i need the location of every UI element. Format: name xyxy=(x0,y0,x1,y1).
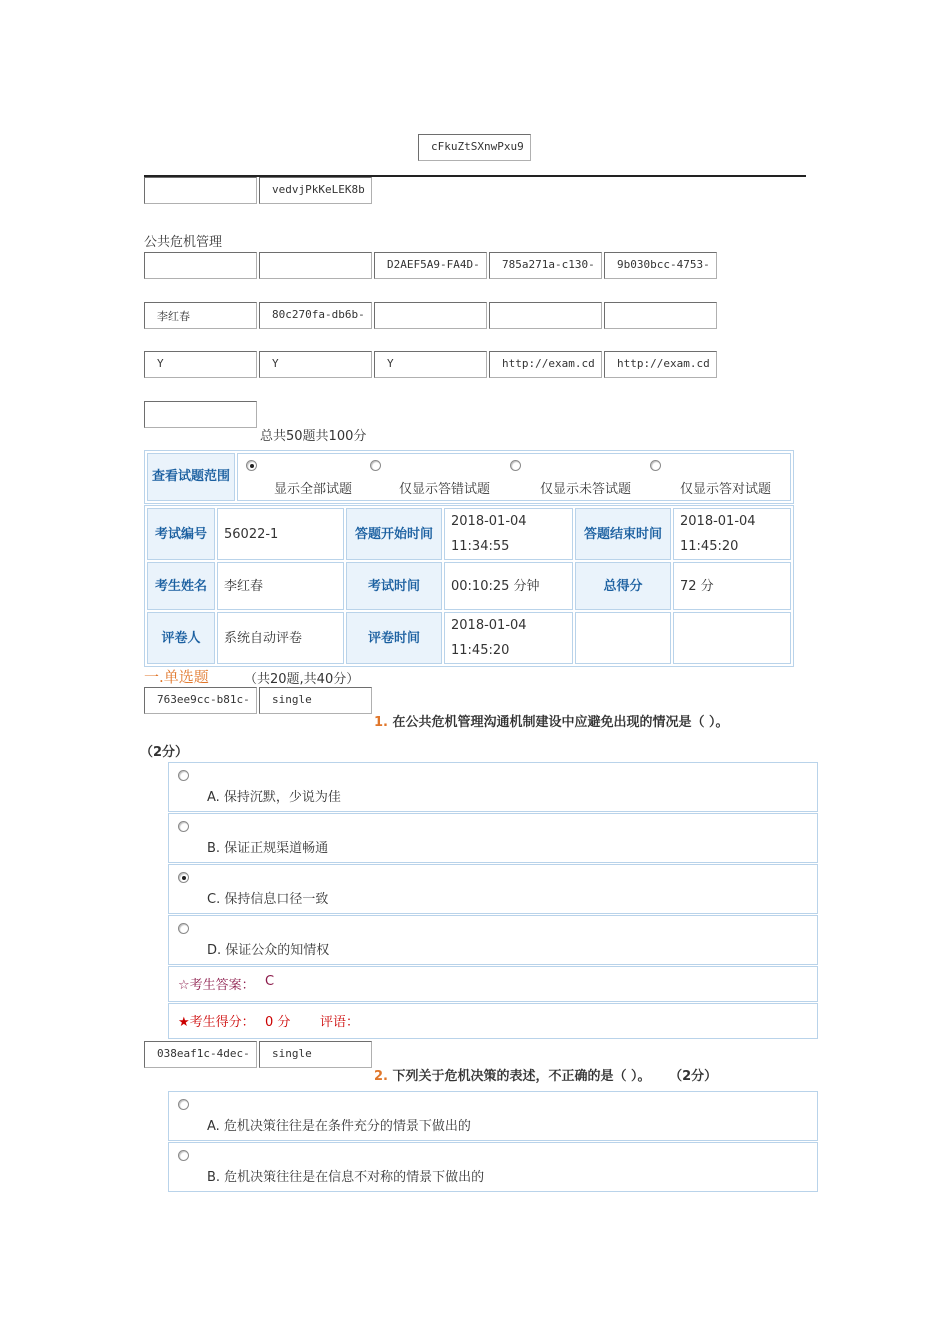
q1-answer-box xyxy=(168,966,818,1002)
q1-option-c[interactable] xyxy=(168,864,818,914)
field-r4-5[interactable]: http://exam.cd xyxy=(604,351,717,378)
q2-id-field[interactable]: 038eaf1c-4dec- xyxy=(144,1041,257,1068)
q1-radio-a[interactable] xyxy=(178,770,189,781)
q1-option-c-label: C. 保持信息口径一致 xyxy=(207,892,329,907)
q1-option-b-label: B. 保证正规渠道畅通 xyxy=(207,841,329,856)
range-radio-all[interactable] xyxy=(246,460,257,471)
range-radio-correct[interactable] xyxy=(650,460,661,471)
q1-text: 在公共危机管理沟通机制建设中应避免出现的情况是（ ）。 xyxy=(392,715,729,730)
section-title: 一.单选题 xyxy=(144,668,209,686)
q1-id-field[interactable]: 763ee9cc-b81c- xyxy=(144,687,257,714)
range-option-all[interactable]: 显示全部试题 xyxy=(274,482,353,497)
q1-option-d-label: D. 保证公众的知情权 xyxy=(207,943,330,958)
q1-type-field[interactable]: single xyxy=(259,687,372,714)
field-r2-1[interactable] xyxy=(144,252,257,279)
q2-title xyxy=(374,1065,717,1084)
field-r3-4[interactable] xyxy=(489,302,602,329)
q2-points: （2分） xyxy=(669,1069,718,1084)
range-option-wrong[interactable]: 仅显示答错试题 xyxy=(399,482,491,497)
range-filter xyxy=(144,450,794,504)
q1-score-label: ★考生得分： xyxy=(178,1015,255,1030)
q2-option-a-label: A. 危机决策往往是在条件充分的情景下做出的 xyxy=(207,1119,471,1134)
field-r2-2[interactable] xyxy=(259,252,372,279)
field-r2-5[interactable]: 9b030bcc-4753- xyxy=(604,252,717,279)
exam-info-table xyxy=(144,505,794,667)
q2-option-b-label: B. 危机决策往往是在信息不对称的情景下做出的 xyxy=(207,1170,485,1185)
q1-radio-c[interactable] xyxy=(178,872,189,883)
range-label: 查看试题范围 xyxy=(147,453,235,501)
duration-label: 考试时间 xyxy=(346,562,442,610)
q1-radio-b[interactable] xyxy=(178,821,189,832)
field-r4-2[interactable]: Y xyxy=(259,351,372,378)
q1-answer-label: ☆考生答案： xyxy=(178,978,255,993)
total-score-label: 总得分 xyxy=(575,562,671,610)
q2-text: 下列关于危机决策的表述，不正确的是（ ）。 xyxy=(392,1069,651,1084)
range-radio-unanswered[interactable] xyxy=(510,460,521,471)
duration-value: 00:10:25 分钟 xyxy=(444,562,573,610)
empty-cell xyxy=(673,612,791,664)
end-time-label: 答题结束时间 xyxy=(575,508,671,560)
field-r3-2[interactable]: 80c270fa-db6b- xyxy=(259,302,372,329)
empty-cell xyxy=(575,612,671,664)
range-options xyxy=(237,453,791,501)
range-option-correct[interactable]: 仅显示答对试题 xyxy=(680,482,772,497)
q1-option-a-label: A. 保持沉默，少说为佳 xyxy=(207,790,341,805)
field-r4-4[interactable]: http://exam.cd xyxy=(489,351,602,378)
field-r4-3[interactable]: Y xyxy=(374,351,487,378)
q2-option-a[interactable] xyxy=(168,1091,818,1141)
grade-time-value: 2018-01-04 11:45:20 xyxy=(444,612,573,664)
field-r3-3[interactable] xyxy=(374,302,487,329)
q1-radio-d[interactable] xyxy=(178,923,189,934)
q1-number: 1. xyxy=(374,715,388,730)
q2-radio-b[interactable] xyxy=(178,1150,189,1161)
field-r5-1[interactable] xyxy=(144,401,257,428)
q2-type-field[interactable]: single xyxy=(259,1041,372,1068)
range-option-unanswered[interactable]: 仅显示未答试题 xyxy=(540,482,632,497)
grader-label: 评卷人 xyxy=(147,612,215,664)
q1-option-d[interactable] xyxy=(168,915,818,965)
course-title: 公共危机管理 xyxy=(144,235,223,250)
q2-option-b[interactable] xyxy=(168,1142,818,1192)
q2-number: 2. xyxy=(374,1069,388,1084)
q1-points: （2分） xyxy=(140,745,189,760)
hidden-field-1[interactable] xyxy=(144,177,257,204)
q1-option-a[interactable] xyxy=(168,762,818,812)
start-time-label: 答题开始时间 xyxy=(346,508,442,560)
total-score-value: 72 分 xyxy=(673,562,791,610)
q1-answer-value: C xyxy=(265,974,275,989)
field-r4-1[interactable]: Y xyxy=(144,351,257,378)
start-time-value: 2018-01-04 11:34:55 xyxy=(444,508,573,560)
range-radio-wrong[interactable] xyxy=(370,460,381,471)
q2-radio-a[interactable] xyxy=(178,1099,189,1110)
q1-score-box xyxy=(168,1003,818,1039)
q1-score-value: 0 分 xyxy=(265,1015,291,1030)
field-r2-3[interactable]: D2AEF5A9-FA4D- xyxy=(374,252,487,279)
name-value: 李红春 xyxy=(217,562,344,610)
exam-no-value: 56022-1 xyxy=(217,508,344,560)
field-r3-5[interactable] xyxy=(604,302,717,329)
q1-option-b[interactable] xyxy=(168,813,818,863)
section-meta: （共20题,共40分） xyxy=(244,672,360,687)
grader-value: 系统自动评卷 xyxy=(217,612,344,664)
q1-title xyxy=(374,711,729,730)
exam-no-label: 考试编号 xyxy=(147,508,215,560)
grade-time-label: 评卷时间 xyxy=(346,612,442,664)
hidden-field-2[interactable]: vedvjPkKeLEK8b xyxy=(259,177,372,204)
q1-comment-label: 评语： xyxy=(320,1015,360,1030)
field-r2-4[interactable]: 785a271a-c130- xyxy=(489,252,602,279)
end-time-value: 2018-01-04 11:45:20 xyxy=(673,508,791,560)
field-r3-1[interactable]: 李红春 xyxy=(144,302,257,329)
name-label: 考生姓名 xyxy=(147,562,215,610)
top-token-field[interactable]: cFkuZtSXnwPxu9 xyxy=(418,134,531,161)
exam-summary: 总共50题共100分 xyxy=(260,429,367,444)
